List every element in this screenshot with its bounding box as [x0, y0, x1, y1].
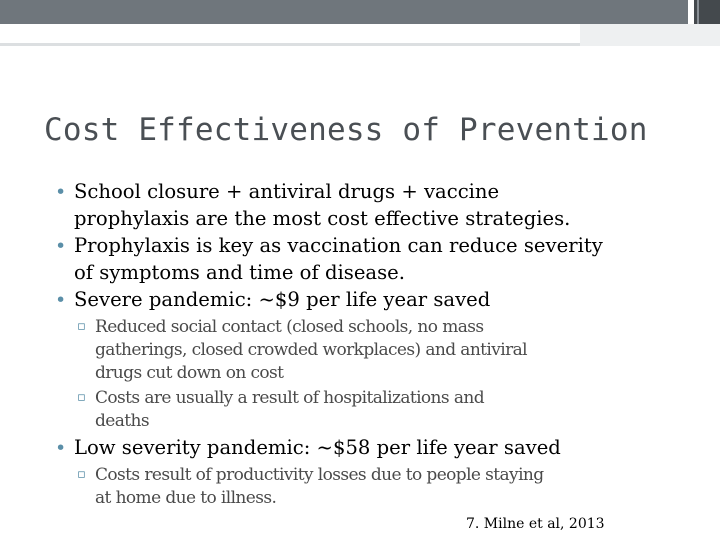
- bullet-3-sub-1-line-1: Reduced social contact (closed schools, no mass: [95, 317, 484, 337]
- header-bar-divider: [688, 0, 694, 24]
- header-sub-band-white: [0, 24, 580, 44]
- sub-bullet-marker: ▫: [77, 467, 86, 482]
- bullet-marker: •: [55, 235, 67, 257]
- header-sub-line: [0, 43, 580, 46]
- slide-title: Cost Effectiveness of Prevention: [44, 112, 648, 148]
- bullet-marker: •: [55, 289, 67, 311]
- bullet-3-sub-2-line-1: Costs are usually a result of hospitalizations and: [95, 388, 484, 408]
- bullet-2-line-1: Prophylaxis is key as vaccination can reduce severity: [74, 234, 603, 257]
- bullet-2-line-2: of symptoms and time of disease.: [74, 261, 405, 284]
- header-bar: [0, 0, 720, 24]
- sub-bullet-marker: ▫: [77, 319, 86, 334]
- bullet-4-sub-1-line-1: Costs result of productivity losses due to people staying: [95, 465, 544, 485]
- bullet-1-line-1: School closure + antiviral drugs + vaccine: [74, 180, 500, 203]
- bullet-4-line-1: Low severity pandemic: ~$58 per life year saved: [74, 436, 561, 459]
- bullet-1-line-2: prophylaxis are the most cost effective strategies.: [74, 207, 571, 230]
- bullet-3-line-1: Severe pandemic: ~$9 per life year saved: [74, 288, 491, 311]
- bullet-marker: •: [55, 437, 67, 459]
- bullet-3-sub-2-line-2: deaths: [95, 411, 149, 431]
- bullet-marker: •: [55, 181, 67, 203]
- bullet-4-sub-1-line-2: at home due to illness.: [95, 488, 277, 508]
- header-bar-divider-thin: [697, 0, 699, 24]
- bullet-3-sub-1-line-3: drugs cut down on cost: [95, 363, 284, 383]
- bullet-3-sub-1-line-2: gatherings, closed crowded workplaces) and antiviral: [95, 340, 527, 360]
- citation: 7. Milne et al, 2013: [466, 516, 605, 532]
- sub-bullet-marker: ▫: [77, 390, 86, 405]
